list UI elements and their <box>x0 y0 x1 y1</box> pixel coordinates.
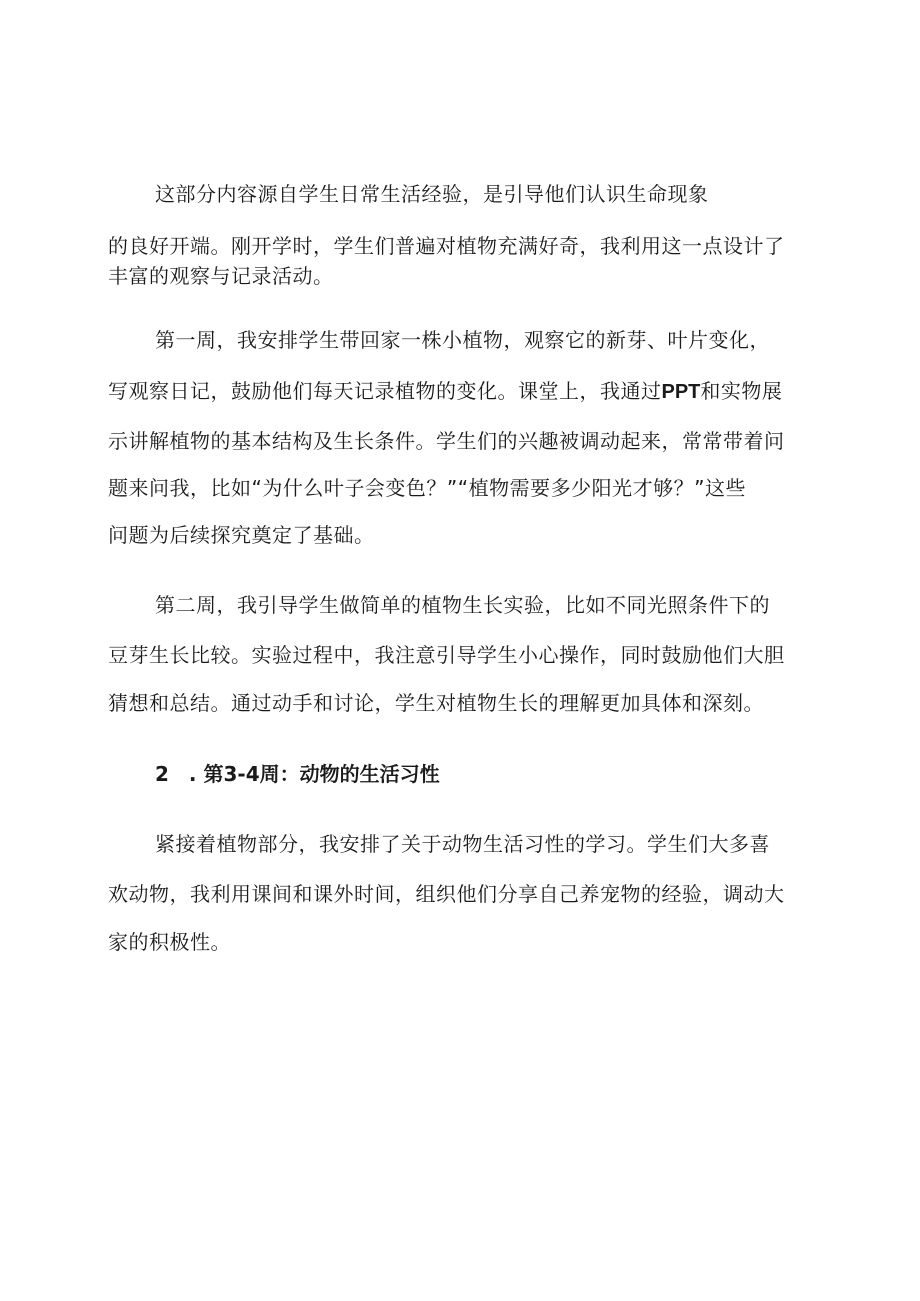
paragraph-3-line-1: 第二周，我引导学生做简单的植物生长实验，比如不同光照条件下的 <box>155 593 770 617</box>
paragraph-1-line-2: 的良好开端。刚开学时，学生们普遍对植物充满好奇，我利用这一点设计了 <box>108 234 785 258</box>
paragraph-2-line-1: 第一周，我安排学生带回家一株小植物，观察它的新芽、叶片变化， <box>155 328 770 352</box>
paragraph-2-line-4: 题来问我，比如“为什么叶子会变色？”“植物需要多少阳光才够？”这些 <box>108 476 746 500</box>
paragraph-1-line-3: 丰富的观察与记录活动。 <box>108 264 334 288</box>
section-heading: 2 . 第3-4周：动物的生活习性 <box>155 762 440 786</box>
paragraph-2-line-2-text-a: 写观察日记，鼓励他们每天记录植物的变化。课堂上，我通过 <box>108 379 662 403</box>
paragraph-3-line-3: 猜想和总结。通过动手和讨论，学生对植物生长的理解更加具体和深刻。 <box>108 691 764 715</box>
paragraph-4-line-3: 家的积极性。 <box>108 930 231 954</box>
paragraph-1-line-1: 这部分内容源自学生日常生活经验，是引导他们认识生命现象 <box>155 182 709 206</box>
ppt-bold-text: PPT <box>661 381 701 403</box>
paragraph-4-line-1: 紧接着植物部分，我安排了关于动物生活习性的学习。学生们大多喜 <box>155 832 770 856</box>
paragraph-2-line-3: 示讲解植物的基本结构及生长条件。学生们的兴趣被调动起来，常常带着问 <box>108 429 785 453</box>
paragraph-3-line-2: 豆芽生长比较。实验过程中，我注意引导学生小心操作，同时鼓励他们大胆 <box>108 643 785 667</box>
paragraph-2-line-2 <box>108 377 782 406</box>
paragraph-2-line-5: 问题为后续探究奠定了基础。 <box>108 523 375 547</box>
paragraph-4-line-2: 欢动物，我利用课间和课外时间，组织他们分享自己养宠物的经验，调动大 <box>108 882 785 906</box>
paragraph-2-line-2-text-b: 和实物展 <box>700 379 783 403</box>
